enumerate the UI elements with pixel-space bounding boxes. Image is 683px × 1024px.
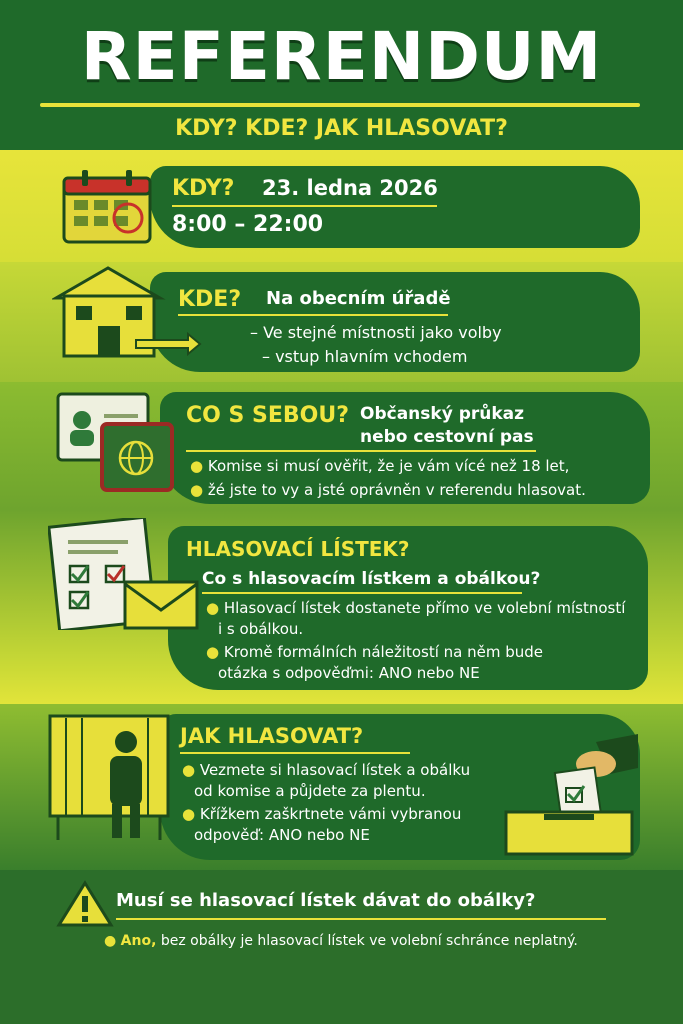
- kdy-rule: [172, 205, 437, 207]
- calendar-icon: [62, 168, 154, 244]
- voting-booth-icon: [44, 712, 174, 842]
- kde-line-2: – vstup hlavním vchodem: [262, 347, 468, 366]
- footer-question: Musí se hlasovací lístek dávat do obálky?: [116, 890, 536, 911]
- listek-heading: HLASOVACÍ LÍSTEK?: [186, 537, 410, 561]
- page-subtitle: KDY? KDE? JAK HLASOVAT?: [175, 116, 508, 141]
- jak-bullet-1: ● Vezmete si hlasovací lístek a obálku: [182, 761, 471, 779]
- ballot-box-icon: [500, 728, 640, 858]
- house-icon: [52, 264, 202, 360]
- kdy-heading: KDY?: [172, 176, 235, 201]
- listek-bullet-1-cont: i s obálkou.: [218, 620, 304, 638]
- jak-bullet-2: ● Křížkem zaškrtnete vámi vybranou: [182, 805, 462, 823]
- kde-rule: [178, 314, 448, 316]
- sebou-doc-2: nebo cestovní pas: [360, 427, 534, 447]
- jak-bullet-1-cont: od komise a půjdete za plentu.: [194, 782, 426, 800]
- jak-rule: [180, 752, 410, 754]
- sebou-doc-1: Občanský průkaz: [360, 404, 525, 424]
- warning-icon: [56, 880, 114, 928]
- passport-icon: [98, 420, 178, 496]
- title-underline: [40, 103, 640, 107]
- listek-bullet-2-cont: otázka s odpověďmi: ANO nebo NE: [218, 664, 480, 682]
- sebou-bullet-2: ● žé jste to vy a jsté oprávněn v referendu hlasovat.: [190, 481, 586, 499]
- envelope-icon: [122, 578, 202, 634]
- listek-question: Co s hlasovacím lístkem a obálkou?: [202, 569, 541, 589]
- kde-place: Na obecním úřadě: [266, 288, 451, 309]
- jak-bullet-2-cont: odpověď: ANO nebo NE: [194, 826, 370, 844]
- jak-heading: JAK HLASOVAT?: [180, 724, 364, 748]
- page-title: REFERENDUM: [80, 18, 603, 95]
- sebou-bullet-1: ● Komise si musí ověřit, že je vám vícé než 18 let,: [190, 457, 570, 475]
- listek-bullet-1: ● Hlasovací lístek dostanete přímo ve volební místností: [206, 599, 626, 617]
- kdy-date: 23. ledna 2026: [262, 176, 438, 200]
- kde-line-1: – Ve stejné místnosti jako volby: [250, 323, 502, 342]
- sebou-rule: [186, 450, 536, 452]
- kde-heading: KDE?: [178, 287, 242, 312]
- kdy-time: 8:00 – 22:00: [172, 212, 324, 237]
- footer-answer: ● Ano, bez obálky je hlasovací lístek ve volební schránce neplatný.: [104, 933, 578, 949]
- footer-rule: [116, 918, 606, 920]
- sebou-heading: CO S SEBOU?: [186, 403, 349, 428]
- listek-bullet-2: ● Kromě formálních náležitostí na něm bude: [206, 643, 544, 661]
- listek-rule: [202, 592, 522, 594]
